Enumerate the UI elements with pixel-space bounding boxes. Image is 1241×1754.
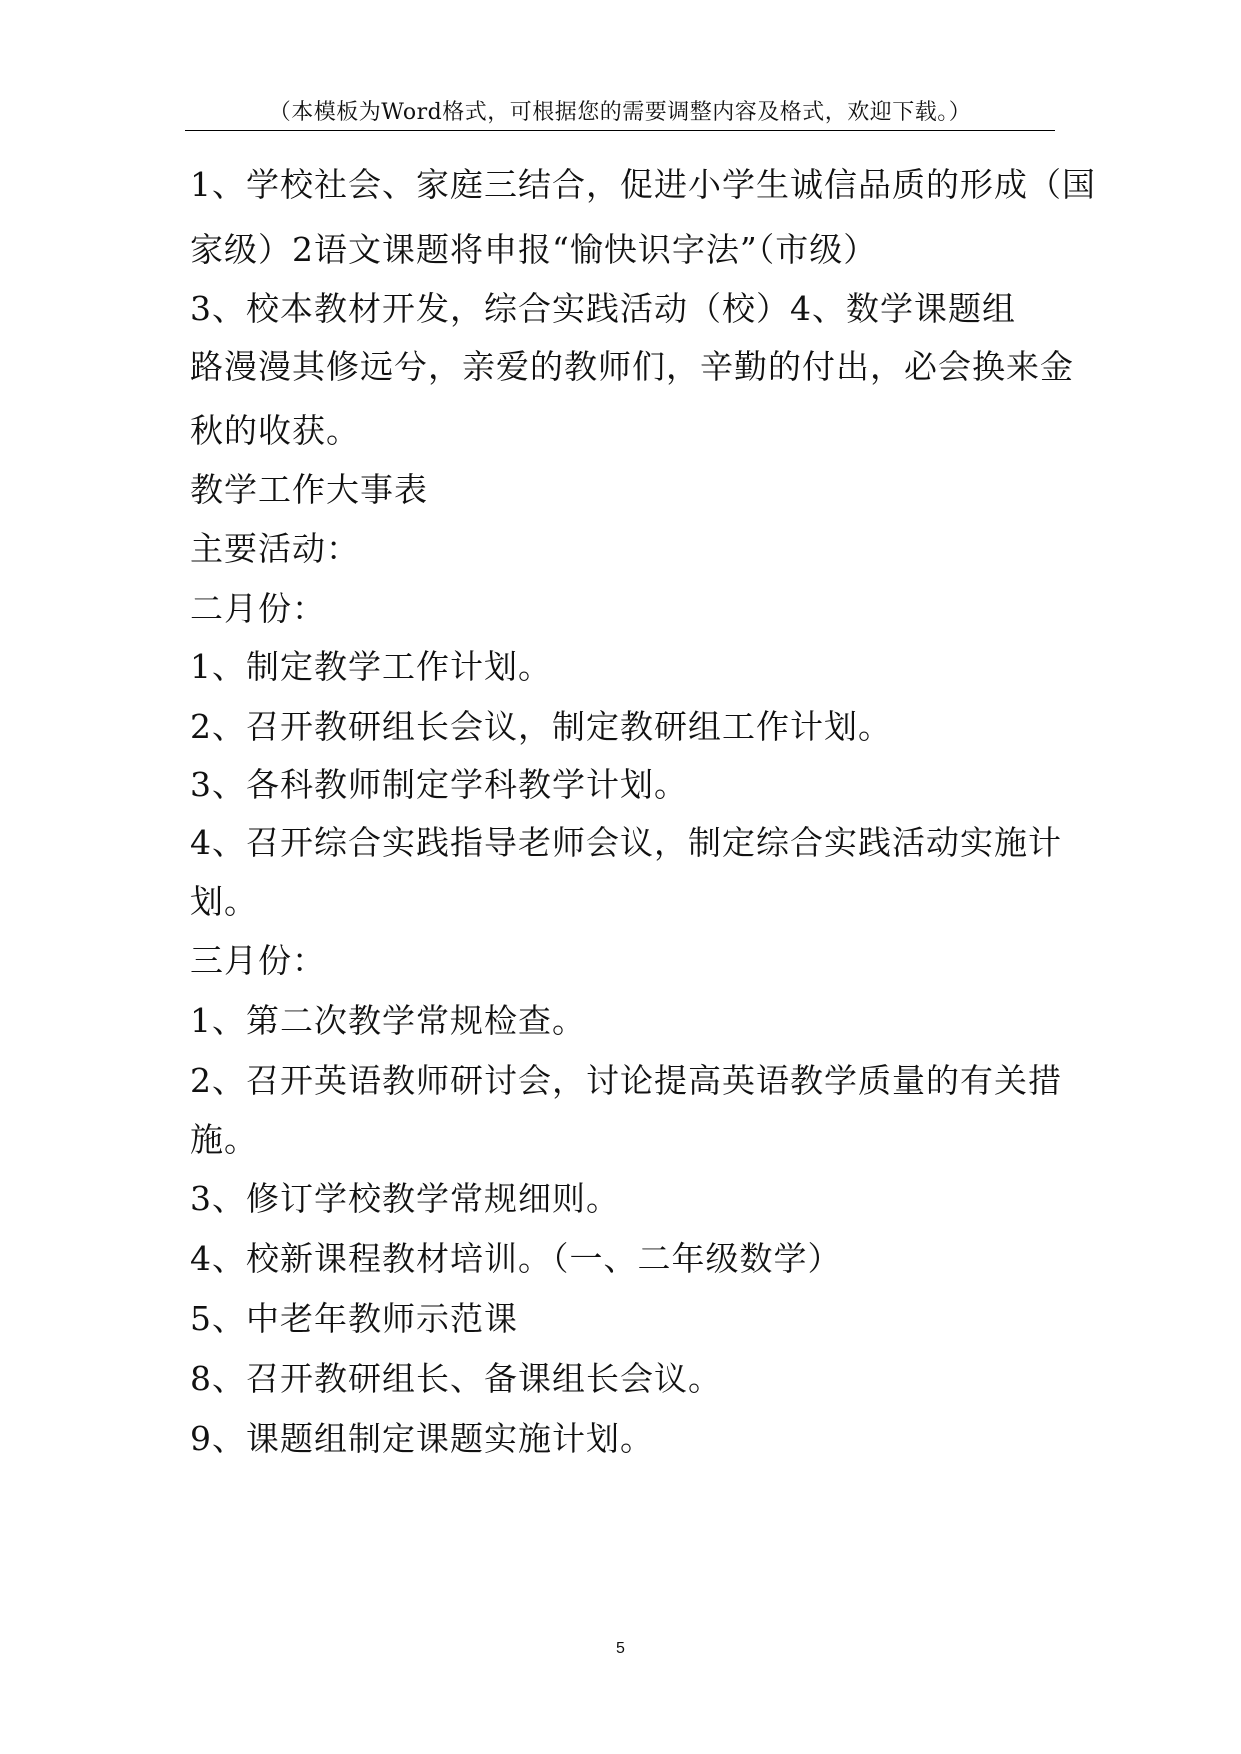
list-item: 1、第二次教学常规检查。 — [190, 1001, 586, 1040]
text-line: 家级）2语文课题将申报“愉快识字法”（市级） — [190, 230, 878, 269]
text-line: 划。 — [190, 882, 258, 921]
list-item: 2、召开教研组长会议，制定教研组工作计划。 — [190, 707, 892, 746]
month-heading: 三月份： — [190, 941, 326, 980]
text-line: 1、学校社会、家庭三结合，促进小学生诚信品质的形成（国 — [190, 165, 1096, 204]
text-line: 秋的收获。 — [190, 411, 360, 450]
list-item: 4、召开综合实践指导老师会议，制定综合实践活动实施计 — [190, 823, 1062, 862]
list-item: 2、召开英语教师研讨会，讨论提高英语教学质量的有关措 — [190, 1061, 1062, 1100]
text-line: 3、校本教材开发，综合实践活动（校）4、数学课题组 — [190, 289, 1016, 328]
document-body — [190, 152, 1096, 1469]
text-line: 施。 — [190, 1120, 258, 1159]
month-heading: 二月份： — [190, 589, 326, 628]
page-number: 5 — [616, 1640, 625, 1657]
text-line: 路漫漫其修远兮，亲爱的教师们，辛勤的付出，必会换来金 — [190, 347, 1074, 386]
page-header-note: （本模板为Word格式，可根据您的需要调整内容及格式，欢迎下载。） — [268, 100, 972, 125]
list-item: 8、召开教研组长、备课组长会议。 — [190, 1359, 722, 1398]
section-title: 教学工作大事表 — [190, 470, 428, 509]
list-item: 5、中老年教师示范课 — [190, 1299, 518, 1338]
list-item: 3、修订学校教学常规细则。 — [190, 1179, 620, 1218]
header-divider — [185, 130, 1055, 131]
text-line: 主要活动： — [190, 529, 360, 568]
list-item: 4、校新课程教材培训。（一、二年级数学） — [190, 1239, 842, 1278]
list-item: 9、课题组制定课题实施计划。 — [190, 1419, 654, 1458]
list-item: 3、各科教师制定学科教学计划。 — [190, 765, 688, 804]
list-item: 1、制定教学工作计划。 — [190, 647, 552, 686]
